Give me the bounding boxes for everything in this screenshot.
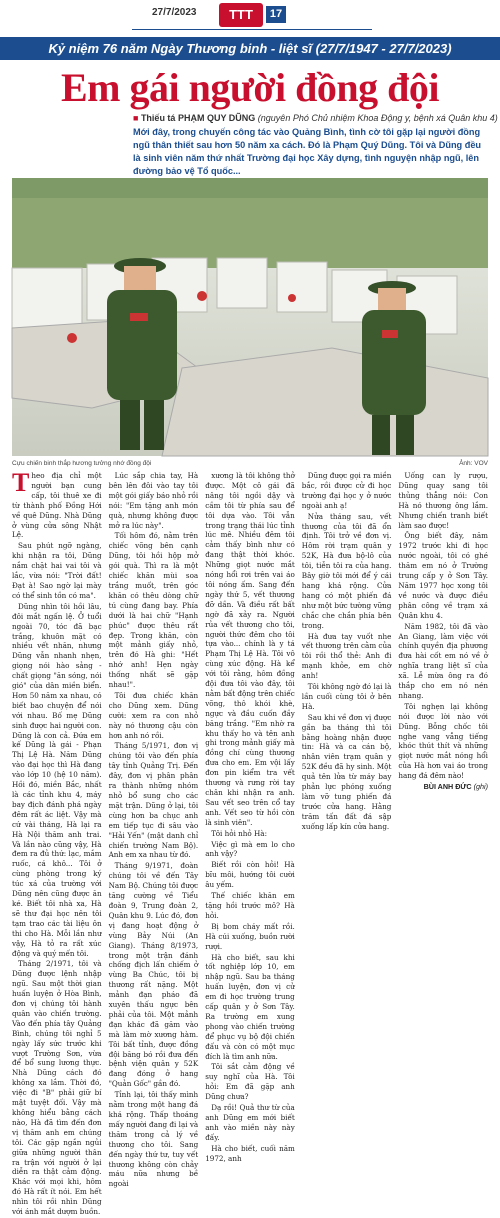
paragraph: Tôi không ngờ đó lại là lần cuối cùng tôi ở bên Hà. — [301, 682, 392, 711]
byline-author: Thiếu tá PHẠM QUY DŨNG — [140, 113, 256, 123]
paragraph: Sau khi về đơn vị được gần ba tháng thì tôi bằng hoàng nhận được tin: Hà và ca cán bộ, nhân viên trạm quân y 52K đều đã hy sinh. Một quả tên lửa từ máy bay phản lực phóng xuống làm vỡ tung phiến đá trước cửa hang. Hằng trăm tấn đất đá sập xuống lấp kín cửa hang. — [301, 712, 392, 831]
photo-credit: Ảnh: VOV — [459, 460, 488, 467]
paragraph: Ông biết đây, năm 1972 trước khi đi học nước ngoài, tôi có ghé thăm em nó ở Trường trung cấp y ở Sơn Tây. Năm 1977 học xong tôi về nước và được điều phân công về trạm xá Quân khu 4. — [398, 531, 488, 620]
paragraph: Dạ rồi! Quả thư từ của anh Dũng em mới biết anh vào miền này này đấy. — [205, 1103, 295, 1142]
paragraph: Sau phút ngỡ ngàng, khi nhận ra tôi, Dũng nắm chặt hai vai tôi và lắc, vừa nói: "Trời đất! Đạt à! Sao ngờ lại mày có thể sinh tồn có ma". — [12, 541, 102, 600]
paragraph: Tháng 2/1971, tôi và Dũng được lệnh nhập ngũ. Sau một thời gian huấn luyện ở Hòa Bình, đơn vị chúng tôi hành quân vào chiến trường. Vào đến phía tây Quảng Bình, chúng tôi nghỉ 5 ngày lấy sức trước khi vượt Trường Sơn, vừa để bổ sung lương thực. Nhà Dũng cách đó không xa lắm. Thời đó, việc đi "B" phải giữ bí mật tuyệt đối. Vậy mà không hiểu bằng cách nào, Hà đã tìm đến đơn vị thăm anh em chúng tôi. Các gặp ngắn ngủi giữa những người thân ra trận với người ở lại diễn ra thật cảm động. Khác với mọi khi, hôm đó Hà rất ít nói. Em hết nhìn tôi rồi nhìn Dũng với ánh mắt dượm buồn. — [12, 959, 102, 1217]
paragraph: Hà cho biết, sau khi tốt nghiệp lớp 10, em nhập ngũ. Sau ba tháng huấn luyện, đơn vị cử em đi học trường trung cấp quân y ở Sơn Tây. Ra trường em xung phong vào chiến trường để phục vụ bộ đội chiến đấu và còn có một mục đích là tìm anh nữa. — [205, 952, 295, 1061]
paragraph: Tôi hỏi nhỏ Hà: — [211, 828, 267, 838]
paragraph: Hà đưa tay vuốt nhe vết thương trên cằm của tôi rồi thổ thẻ: Anh đi mạnh khỏe, em chờ anh! — [301, 631, 392, 681]
paragraph: Thế chiếc khăn em tặng hồi trước mô? Hà hỏi. — [205, 891, 295, 920]
paragraph: Dũng được gọi ra miền bắc, rồi được cử đi học trường đại học y ở nước ngoài anh ạ! — [301, 471, 392, 510]
paragraph: Tôi đưa chiếc khăn cho Dũng xem. Dũng cười: xem ra con nhỏ này nó thương cậu còn hơn anh nó rồi. — [108, 690, 199, 740]
author-signature — [398, 782, 488, 792]
column-4 — [302, 471, 392, 1218]
paragraph: Hà cho biết, cuối năm 1972, anh — [205, 1143, 295, 1163]
paragraph: Tháng 9/1971, đoàn chúng tôi về đến Tây Nam Bộ. Chúng tôi được tăng cường về Tiểu đoàn 9, Trung đoàn 2, Quân khu 9. Lúc đó, đơn vị đang hoạt động ở vùng Bảy Núi (An Giang). Tháng 8/1973, trong một trận đánh chống địch lấn chiếm ở vùng Ba Chúc, tôi bị thương rất nặng. Một mảnh đạn pháo đã xuyên thấu ngực bên phải của tôi. Một mảnh đạn khác đã găm vào mà làm mờ xương hàm. Tôi bất tỉnh, được đồng đội băng bó rồi đưa đến bệnh viện quân y 52K đang đóng ở hang "Quản Gốc" gần đó. — [108, 861, 199, 1089]
paragraph: Biết rồi còn hỏi! Hà bĩu môi, hướng tôi cười âu yếm. — [205, 860, 295, 890]
column-1 — [12, 468, 102, 1218]
byline-note: (nguyên Phó Chủ nhiệm Khoa Động y, bệnh xá Quân khu 4) — [257, 113, 498, 123]
paragraph: Bị bom cháy mất rồi. Hà cúi xuống, buồn rười rượi. — [205, 921, 295, 951]
paragraph: heo địa chỉ một người bạn cung cấp, tôi thuê xe đi từ thành phố Đồng Hới về quê Dũng. Nhà Dũng ở vùng cửa sông Nhật Lệ. — [12, 471, 102, 540]
byline — [133, 113, 498, 123]
paragraph: xương là tôi không thở được. Một cô gái đã nâng tôi ngồi dậy và cầm tôi từ phía sau để tôi dựa vào. Tôi vẫn trong trạng thái lúc tỉnh lúc mê. Nhiều đêm tôi cảm thấy bình như có đang thật thời khóc. Những giọt nước mắt nóng hổi rơi trên vai áo tôi nóng ấm. Sang đến ngày thứ 5, vết thương đỡ dần. Và điều rất bất ngờ đã xảy ra. Người rủa vết thương cho tôi, người thức đêm cho tôi tựa vào... chính là y tá Phạm Thị Lệ Hà. Tôi vô cùng xúc động. Hà kể với tôi rằng, hôm đồng đội đưa tôi vào đây, tôi nằm bất động trên chiếc võng, thô khói khè, ngực và đầu cuốn đầy băng trắng. "Em nhờ ra khu thấy ho và tên anh ghi trong mảnh giấy mà đồng chí cùng thương đưa cho em. Em vội lấy đơn pin kiểm tra vết thương và rưng rời tay chân khi nhận ra anh. Sau vết seo trên cổ tay anh. Vết seo từ hồi còn là sinh viên". — [205, 471, 295, 827]
paragraph: Tỉnh lại, tôi thấy mình nằm trong một hang đá khá rộng. Thấp thoáng mấy người đang đi lại và thăm trong cả lý về thương cho tôi. Sang đến ngày thứ tư, tuy vết thương không còn chảy máu nữa nhưng bề ngoài — [108, 1090, 199, 1189]
paragraph: Nửa tháng sau, vết thương của tôi đã ổn định. Tôi trở về đơn vị. Hôm rời trạm quân y 52K, Hà đưa bộ-lô của tôi, tiễn tôi ra của hang. Bây giờ tôi mới để ý cái hang khá rộng. Cửa hang có một phiến đá như một bức tường vững chắc che chắn phía bên trong. — [301, 511, 392, 630]
paragraph: Tôi sắt cảm động về suy nghĩ của Hà. Tôi hỏi: Em đã gặp anh Dũng chưa? — [205, 1062, 295, 1102]
caption-text: Cựu chiến binh thắp hương tưởng nhớ đồng đội — [12, 460, 152, 467]
paragraph: Lúc sắp chia tay, Hà bên lên đôi vào tay tôi một gói giấy báo nhỏ rồi nói: "Em tặng anh món quà, nhưng không được mở ra lúc này". — [108, 471, 199, 530]
page-header — [0, 0, 500, 32]
author-name: BÙI ANH ĐỨC — [423, 782, 472, 792]
author-note: (ghi) — [473, 782, 488, 792]
paragraph: Tối hôm đó, nằm trên chiếc võng bên cạnh Dũng, tôi hồi hộp mở gói quà. Thì ra là một chiếc khăn mùi soa trắng muốt, trên góc khăn có thêu dòng chữ tú cùng đang bay. Phía dưới là hai chữ "Hạnh phúc" được thêu rất đẹp. Trong khăn, còn một mảnh giấy nhỏ, trên đó Hà ghi: "Hết nhớ anh! Hẹn ngày thống nhất sẽ gặp nhau!". — [108, 531, 199, 690]
paragraph: Tháng 5/1971, đơn vị chúng tôi vào đến phía tây tỉnh Quảng Trị. Đến đây, đơn vị phân phân ra thành những nhóm nhỏ bổ sung cho các mặt trận. Dũng ở lại, tôi cùng hơn ba chục anh em tiếp tục đi sâu vào "Hải Yến" (mật danh chỉ chiến trường Nam Bộ). Anh em xa nhau từ đó. — [108, 741, 199, 860]
newspaper-logo: TTT — [219, 3, 263, 27]
bullet-icon: ■ — [133, 113, 141, 123]
photo-illustration — [12, 178, 488, 456]
paragraph: Việc gì mà em lo cho anh vậy? — [205, 839, 295, 859]
paragraph: Dũng nhìn tôi hồi lâu, đôi mắt ngấn lệ. Ở tuổi ngoài 70, tóc đã bạc trắng, khuôn mặt có nhiều vết nhăn, nhưng Dũng vẫn nhanh nhẹn, giọng nói hào sảng - chất giọng "ăn sóng, nói gió" của dân miền biển. Hơn 50 năm xa nhau, có biết bao chuyện để nói với nhau. Bố mẹ Dũng sinh được hai người con. Dũng là con cả. Đứa em kế Dũng là gái - Phạn Thị Lệ Hà. Năm Dũng vào đại học thì Hà đang vào lớp 10 (hệ 10 năm). Hồi đó, miền Bắc, nhất là các tỉnh khu 4, máy bay địch đánh phá ngày đêm rất ác liệt. Vậy mà cứ vài tháng, Hà lại ra Hà Nội thăm anh trai. Và lần nào cũng vậy, Hà đem ra đủ thứ: lạc, mắm ruốc, cá khô... Tôi ở cùng phòng trong ký túc xá của trường với Dũng nên cũng được ăn ké. Biết tôi nhà xa, Hà sẽ thư đại học nên tôi tạm trao các tài liệu ôn thi cho Hà. Mỗi lần như vậy, Hà tỏ ra rất xúc động và quý mến tôi. — [12, 601, 102, 958]
paragraph: Tôi nghẹn lại không nói được lời nào với Dũng. Bỗng chốc tôi nghe vang vẳng tiếng khóc thút thít và những giọt nước mắt nóng hổi của Hà hơn vai áo trong hang đá đêm nào! — [398, 701, 488, 781]
paragraph: Năm 1982, tôi đã vào An Giang, làm việc với chính quyền địa phương đưa hài cốt em nó về ở nghĩa trang liệt sĩ của xã. Lễ mừa ông ra đó thắp cho em nó nén nhang. — [398, 621, 488, 700]
lead-paragraph: Mới đây, trong chuyến công tác vào Quảng Bình, tình cờ tôi gặp lại người đồng ngũ thân thiết sau hơn 50 năm xa cách. Đó là Phạm Quý Dũng. Tôi và Dũng đều là sinh viên năm thứ nhất Trường đại học Xây dựng, tình nguyện nhập ngũ, lên đường bảo vệ Tổ quốc... — [133, 127, 482, 176]
article-photo — [12, 178, 488, 456]
dropcap: T — [12, 468, 30, 497]
page-number: 17 — [266, 6, 286, 23]
column-2 — [109, 471, 199, 1218]
issue-date: 27/7/2023 — [152, 7, 197, 18]
column-3 — [205, 471, 295, 1218]
kicker: Kỷ niệm 76 năm Ngày Thương binh - liệt sĩ (27/7/1947 - 27/7/2023) — [0, 37, 500, 60]
article-body — [12, 468, 488, 1217]
column-5 — [398, 471, 488, 1218]
paragraph: Uống can ly rượu, Dũng quay sang tôi thủng thẳng nói: Con Hà nó thương ông lắm. Nhưng chiến tranh biết làm sao được! — [398, 471, 488, 530]
photo-caption — [12, 460, 488, 467]
header-rule — [132, 29, 372, 30]
headline: Em gái người đồng đội — [61, 65, 439, 110]
